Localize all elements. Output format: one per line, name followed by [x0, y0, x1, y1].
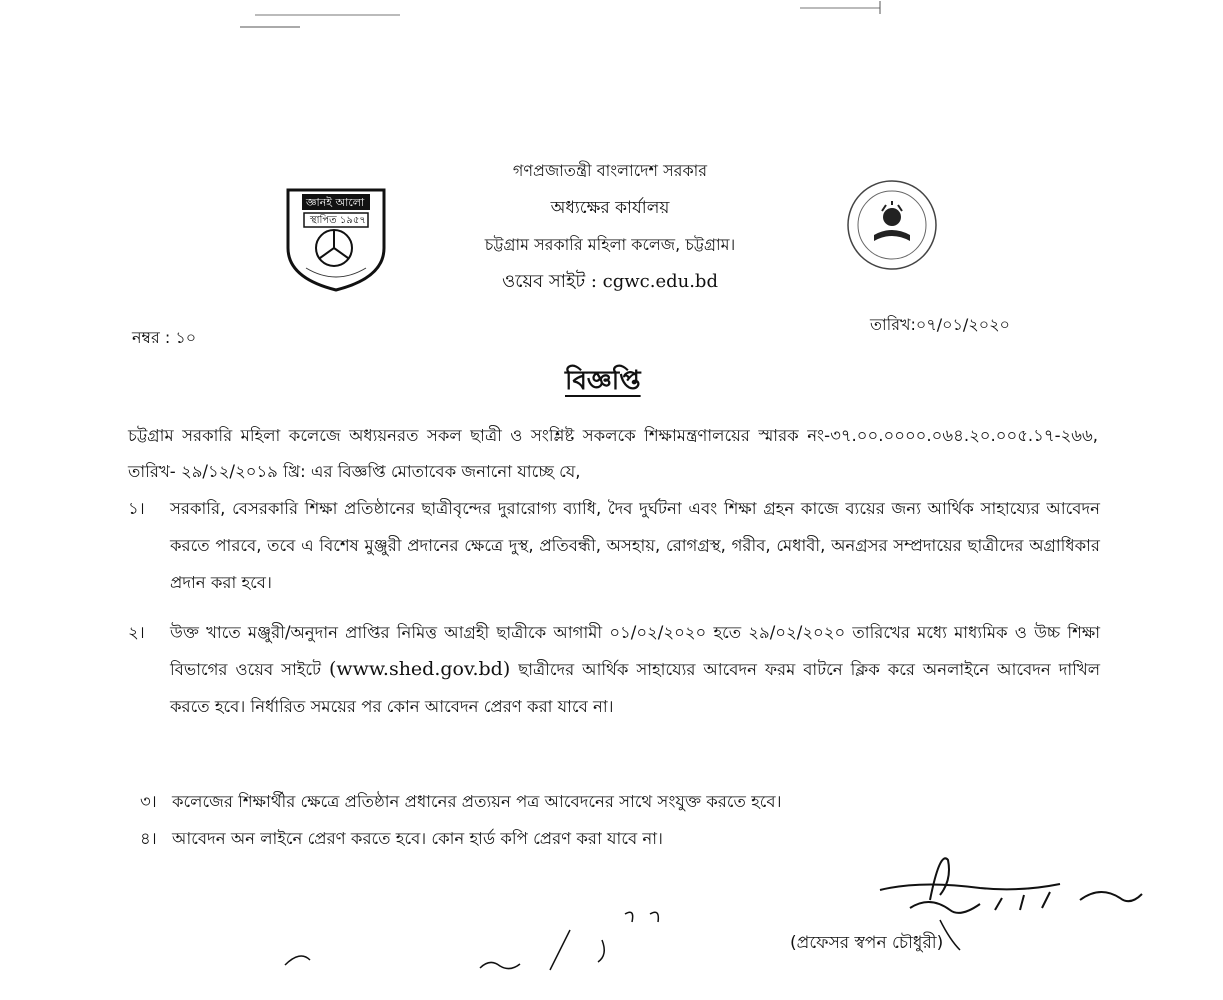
- item-number: ৩।: [140, 792, 157, 811]
- signatory-name: (প্রফেসর স্বপন চৌধুরী): [790, 933, 944, 953]
- item-text: কলেজের শিক্ষার্থীর ক্ষেত্রে প্রতিষ্ঠান প্রধানের প্রত্যয়ন পত্র আবেদনের সাথে সংযুক্ত করতে হবে।: [172, 792, 782, 811]
- item-number: ৪।: [140, 829, 157, 848]
- scan-marks: [0, 0, 1223, 30]
- emblem-circular: [842, 175, 942, 279]
- item-text: আবেদন অন লাইনে প্রেরণ করতে হবে। কোন হার্ড কপি প্রেরণ করা যাবে না।: [172, 829, 663, 848]
- item-number: ২।: [128, 623, 145, 642]
- college-logo-shield: [282, 186, 390, 298]
- letterhead: [420, 158, 800, 298]
- item-number: ১।: [128, 499, 145, 518]
- notice-date: তারিখ:০৭/০১/২০২০: [870, 315, 1010, 334]
- list-item: [128, 490, 1103, 605]
- govt-name: গণপ্রজাতন্ত্রী বাংলাদেশ সরকার: [512, 161, 708, 180]
- item-text-part: উক্ত খাতে মঞ্জুরী/অনুদান প্রাপ্তির নিমিত্ত আগ্রহী ছাত্রীকে আগামী ০১/০২/২০২০ হতে ২৯/০২/২০২০ তারিখের মধ্যে মাধ্যমিক ও উচ্চ শিক্ষা বিভাগের ওয়েব সাইটে: [170, 623, 1100, 679]
- intro-paragraph: চট্টগ্রাম সরকারি মহিলা কলেজে অধ্যয়নরত সকল ছাত্রী ও সংশ্লিষ্ট সকলকে শিক্ষামন্ত্রণালয়ের স্মারক নং-৩৭.০০.০০০০.০৬৪.২০.০০৫.১৭-২৬৬, তারিখ- ২৯/১২/২০১৯ খ্রি: এর বিজ্ঞপ্তি মোতাবেক জনানো যাচ্ছে যে,: [128, 426, 1098, 481]
- college-name: চট্টগ্রাম সরকারি মহিলা কলেজ, চট্টগ্রাম।: [484, 235, 736, 254]
- item-text: সরকারি, বেসরকারি শিক্ষা প্রতিষ্ঠানের ছাত্রীবৃন্দের দুরারোগ্য ব্যাধি, দৈব দুর্ঘটনা এবং শিক্ষা গ্রহন কাজে ব্যয়ের জন্য আর্থিক সাহায্যের আবেদন করতে পারবে, তবে এ বিশেষ মুঞ্জুরী প্রদানের ক্ষেত্রে দুস্থ, প্রতিবন্ধী, অসহায়, রোগগ্রস্থ, গরীব, মেধাবী, অনগ্রসর সম্প্রদায়ের ছাত্রীদের অগ্রাধিকার প্রদান করা হবে।: [170, 499, 1100, 592]
- handwritten-signature: [780, 840, 1180, 1000]
- list-item: [140, 783, 1100, 820]
- logo-established: স্থাপিত ১৯৫৭: [310, 215, 366, 226]
- list-item: [128, 614, 1103, 764]
- item-text: [170, 614, 1100, 725]
- logo-motto: জ্ঞানই আলো: [306, 196, 365, 209]
- notice-title: বিজ্ঞপ্তি: [565, 366, 641, 396]
- shed-website-link[interactable]: (www.shed.gov.bd): [328, 658, 511, 680]
- item-text-part: ছাত্রীদের আর্থিক সাহায্যের আবেদন ফরম বাটনে ক্লিক করে অনলাইনে আবেদন দাখিল করতে হবে। নির্ধারিত সময়ের পর কোন আবেদন প্রেরণ করা যাবে না।: [170, 660, 1101, 716]
- website: ওয়েব সাইট : cgwc.edu.bd: [502, 271, 718, 292]
- handwritten-marks: [280, 900, 700, 1000]
- office-name: অধ্যক্ষের কার্যালয়: [550, 198, 670, 218]
- memo-number: নম্বর : ১০: [132, 328, 197, 347]
